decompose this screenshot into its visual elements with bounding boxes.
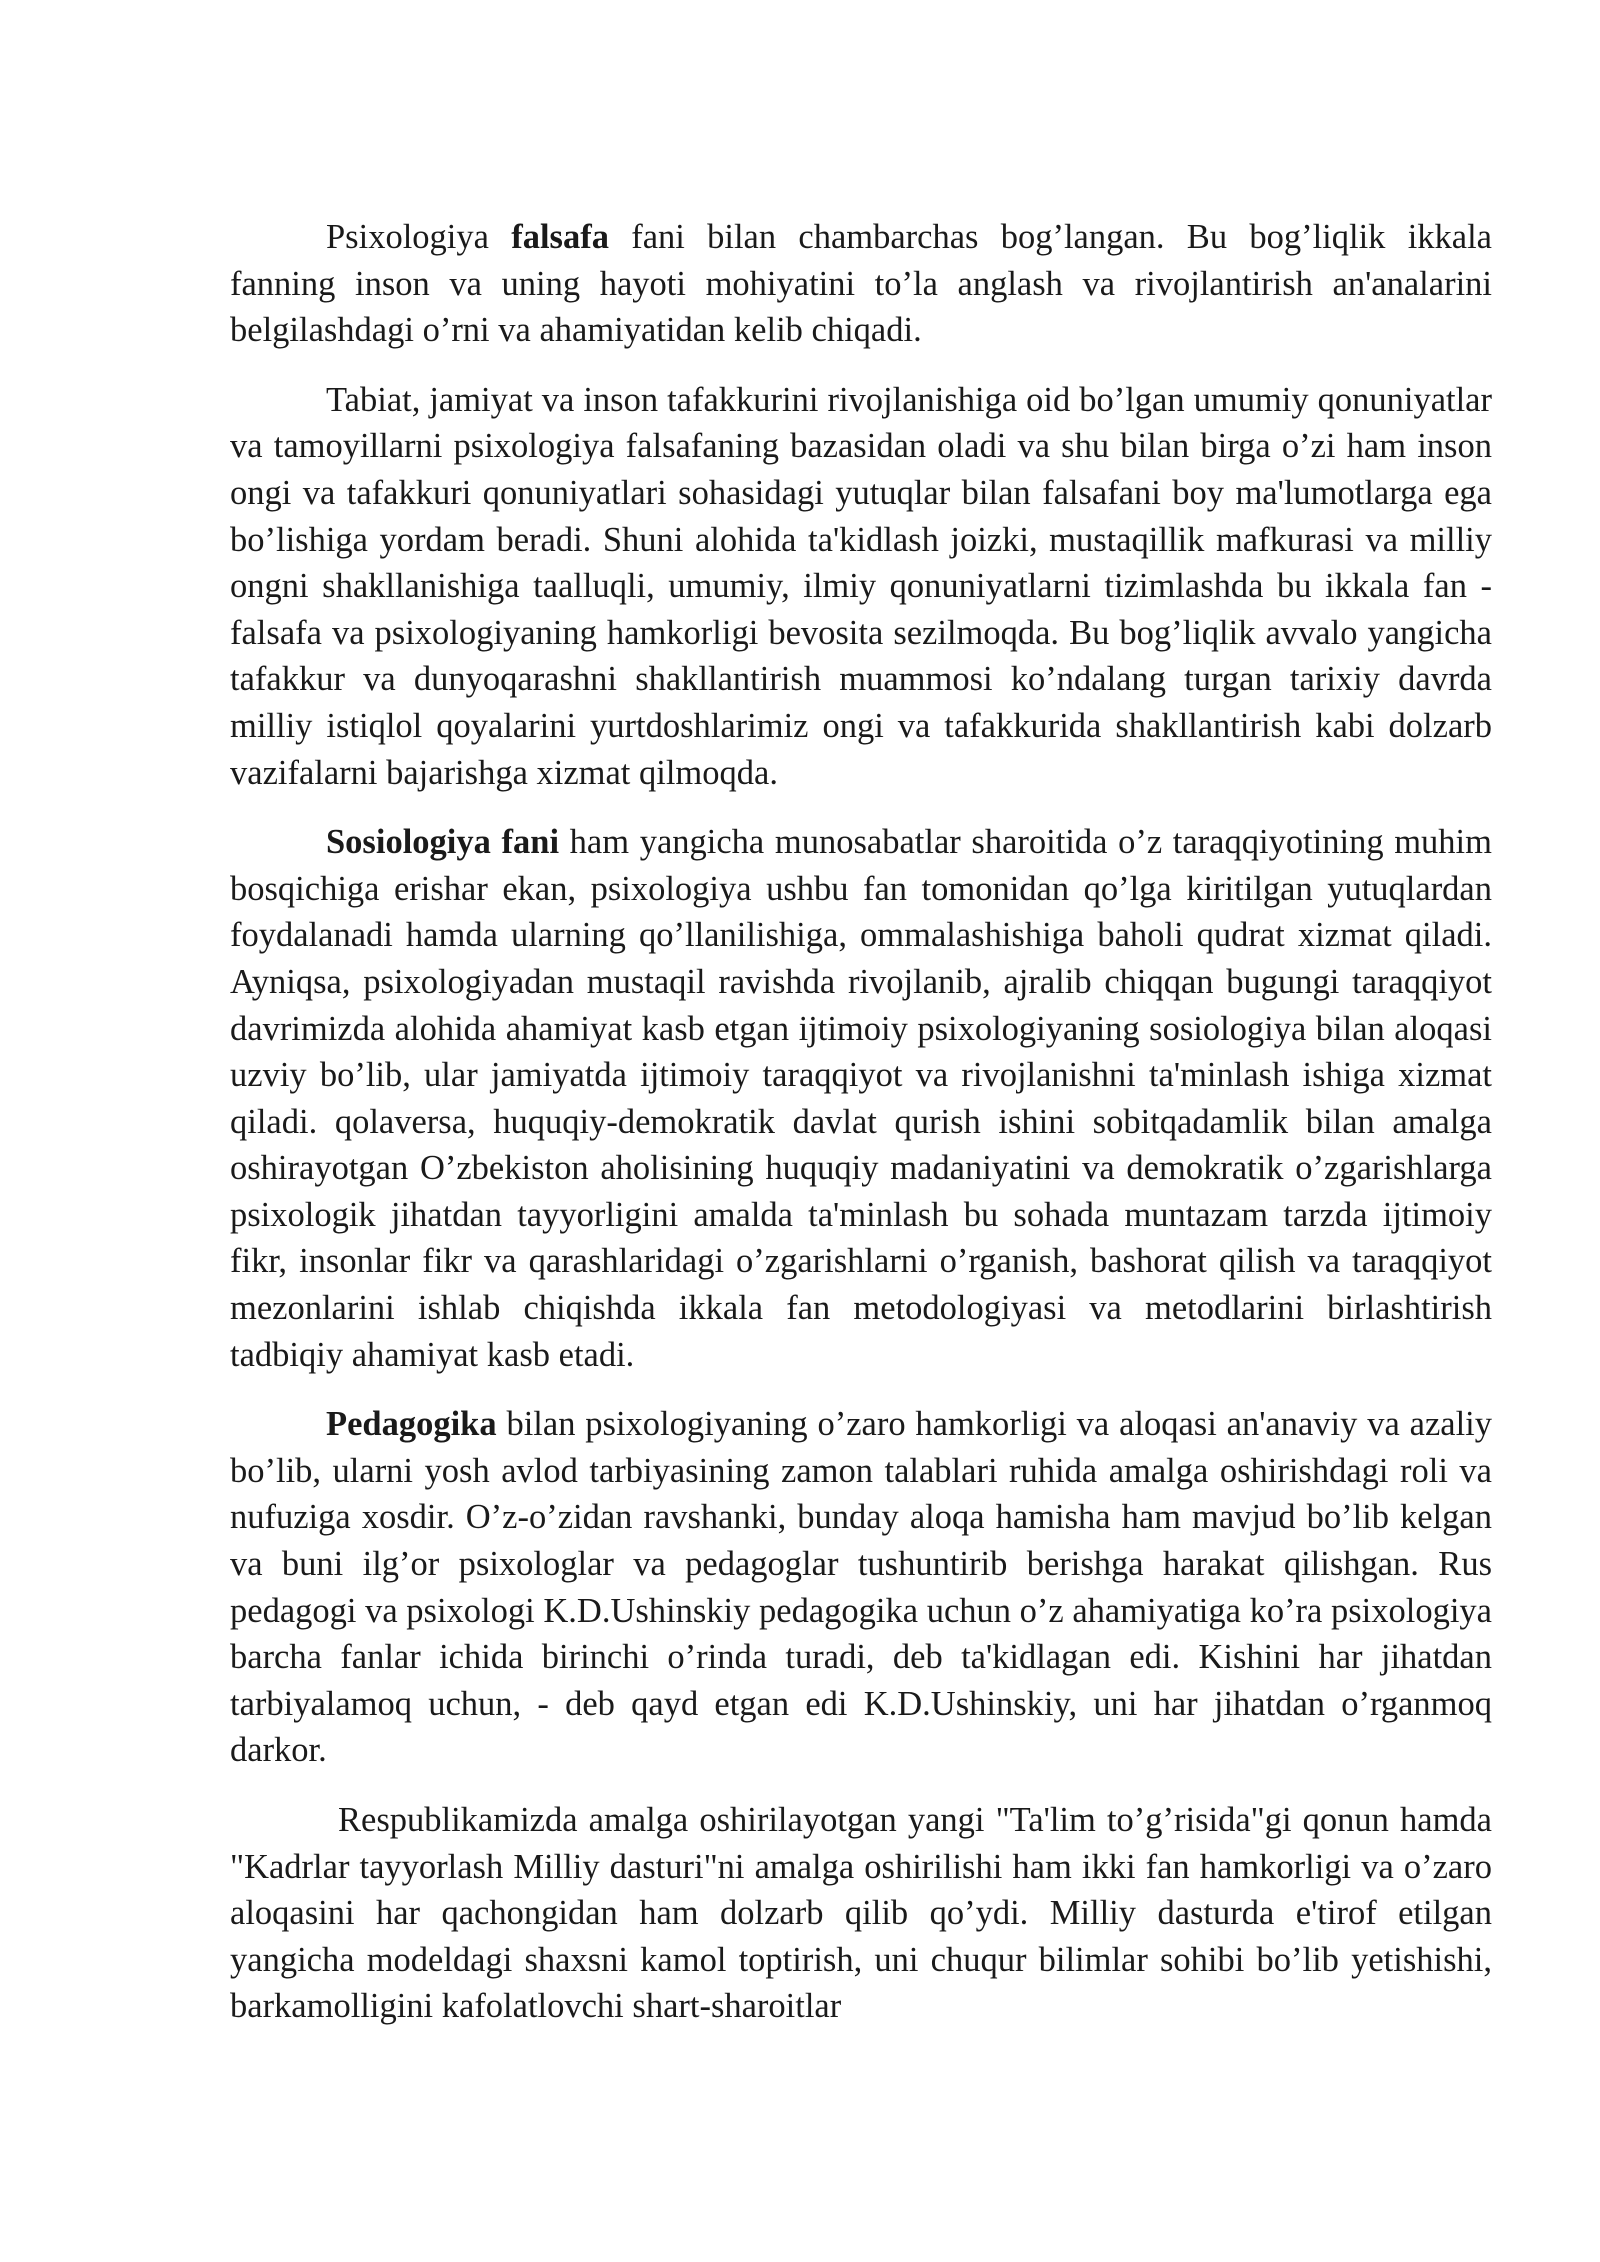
paragraph-text: ham yangicha munosabatlar sharoitida o’z taraqqiyotining muhim bosqichiga erishar ekan, psixologiya ushbu fan tomonidan qo’lga kiritilgan yutuqlardan foydalanadi hamda ularning qo’llanilishiga, ommalashishiga baholi qudrat xizmat qiladi. Ayniqsa, psixologiyadan mustaqil ravishda rivojlanib, ajralib chiqqan bugungi taraqqiyot davrimizda alohida ahamiyat kasb etgan ijtimoiy psixologiyaning sosiologiya bilan aloqasi uzviy bo’lib, ular jamiyatda ijtimoiy taraqqiyot va rivojlanishni ta'minlash ishiga xizmat qiladi. qolaversa, huquqiy-demokratik davlat qurish ishini sobitqadamlik bilan amalga oshirayotgan O’zbekiston aholisining huquqiy madaniyatini va demokratik o’zgarishlarga psixologik jihatdan tayyorligini amalda ta'minlash bu sohada muntazam tarzda ijtimoiy fikr, insonlar fikr va qarashlaridagi o’zgarishlarni o’rganish, bashorat qilish va taraqqiyot mezonlarini ishlab chiqishda ikkala fan metodologiyasi va metodlarini birlashtirish tadbiqiy ahamiyat kasb etadi. — [230, 823, 1492, 1374]
paragraph-lead: Psixologiya — [326, 218, 512, 256]
paragraph-respublika — [230, 1797, 1492, 2030]
paragraph-text: fani bilan chambarchas bog’langan. Bu bog’liqlik ikkala fanning inson va uning hayoti mohiyatini to’la anglash va rivojlantirish an'analarini belgilashdagi o’rni va ahamiyatidan kelib chiqadi. — [230, 218, 1492, 350]
paragraph-falsafa — [230, 214, 1492, 354]
paragraph-text: Respublikamizda amalga oshirilayotgan yangi "Ta'lim to’g’risida"gi qonun hamda "Kadrlar tayyorlash Milliy dasturi"ni amalga oshirilishi ham ikki fan hamkorligi va o’zaro aloqasini har qachongidan ham dolzarb qilib qo’ydi. Milliy dasturda e'tirof etilgan yangicha modeldagi shaxsni kamol toptirish, uni chuqur bilimlar sohibi bo’lib yetishishi, barkamolligini kafolatlovchi shart-sharoitlar — [230, 1801, 1492, 2026]
paragraph-text: bilan psixologiyaning o’zaro hamkorligi va aloqasi an'anaviy va azaliy bo’lib, ularni yosh avlod tarbiyasining zamon talablari ruhida amalga oshirishdagi roli va nufuziga xosdir. O’z-o’zidan ravshanki, bunday aloqa hamisha ham mavjud bo’lib kelgan va buni ilg’or psixologlar va pedagoglar tushuntirib berishga harakat qilishgan. Rus pedagogi va psixologi K.D.Ushinskiy pedagogika uchun o’z ahamiyatiga ko’ra psixologiya barcha fanlar ichida birinchi o’rinda turadi, deb ta'kidlagan edi. Kishini har jihatdan tarbiyalamoq uchun, - deb qayd etgan edi K.D.Ushinskiy, uni har jihatdan o’rganmoq darkor. — [230, 1405, 1492, 1770]
document-page — [230, 214, 1492, 2053]
paragraph-tabiat — [230, 377, 1492, 796]
bold-term-falsafa: falsafa — [511, 218, 609, 256]
bold-term-pedagogika: Pedagogika — [326, 1405, 497, 1444]
paragraph-text: Tabiat, jamiyat va inson tafakkurini rivojlanishiga oid bo’lgan umumiy qonuniyatlar va tamoyillarni psixologiya falsafaning bazasidan oladi va shu bilan birga o’zi ham inson ongi va tafakkuri qonuniyatlari sohasidagi yutuqlar bilan falsafani boy ma'lumotlarga ega bo’lishiga yordam beradi. Shuni alohida ta'kidlash joizki, mustaqillik mafkurasi va milliy ongni shakllanishiga taalluqli, umumiy, ilmiy qonuniyatlarni tizimlashda bu ikkala fan - falsafa va psixologiyaning hamkorligi bevosita sezilmoqda. Bu bog’liqlik avvalo yangicha tafakkur va dunyoqarashni shakllantirish muammosi ko’ndalang turgan tarixiy davrda milliy istiqlol qoyalarini yurtdoshlarimiz ongi va tafakkurida shakllantirish kabi dolzarb vazifalarni bajarishga xizmat qilmoqda. — [230, 380, 1492, 792]
paragraph-sosiologiya — [230, 819, 1492, 1378]
paragraph-pedagogika — [230, 1401, 1492, 1774]
bold-term-sosiologiya: Sosiologiya fani — [326, 823, 560, 862]
